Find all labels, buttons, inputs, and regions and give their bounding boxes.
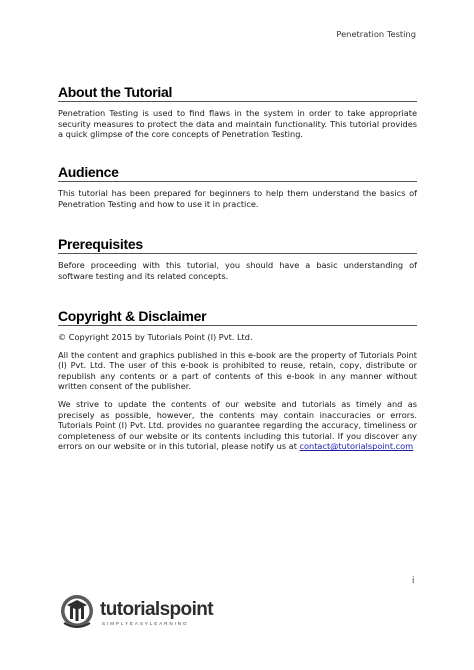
section-prerequisites: [58, 236, 417, 281]
paragraph: This tutorial has been prepared for beginners to help them understand the basics of Penetration Testing and how to use it in practice.: [58, 188, 417, 209]
paragraph: [58, 399, 417, 452]
tutorialspoint-logo-icon: [56, 592, 98, 630]
logo-text: tutorialspoint: [100, 599, 213, 620]
section-audience: [58, 164, 417, 209]
page-number: i: [412, 576, 415, 586]
section-about: [58, 84, 417, 140]
running-header: Penetration Testing: [336, 29, 416, 39]
section-heading: Prerequisites: [58, 236, 417, 254]
section-heading: About the Tutorial: [58, 84, 417, 102]
section-heading: Copyright & Disclaimer: [58, 308, 417, 326]
section-copyright: [58, 308, 417, 452]
copyright-line: © Copyright 2015 by Tutorials Point (I) Pvt. Ltd.: [58, 332, 253, 342]
paragraph-text: We strive to update the contents of our website and tutorials as timely and as precisely as possible, however, the contents may contain inaccuracies or errors. Tutorials Point (I) Pvt. Ltd. provides no guarantee regarding the accuracy, timeliness or completeness of our website or its contents including this tutorial. If you discover any errors on our website or in this tutorial, please notify us at: [58, 398, 417, 452]
logo-tagline: SIMPLYEASYLEARNING: [102, 621, 189, 626]
paragraph: Before proceeding with this tutorial, you should have a basic understanding of software testing and its related concepts.: [58, 260, 417, 281]
contact-email-link[interactable]: contact@tutorialspoint.com: [299, 441, 414, 452]
paragraph: All the content and graphics published in this e-book are the property of Tutorials Point (I) Pvt. Ltd. The user of this e-book is prohibited to reuse, retain, copy, distribute or republish any contents or a part of contents of this e-book in any manner without written consent of the publisher.: [58, 349, 417, 392]
section-heading: Audience: [58, 164, 417, 182]
paragraph: Penetration Testing is used to find flaws in the system in order to take appropriate security measures to protect the data and maintain functionality. This tutorial provides a quick glimpse of the core concepts of Penetration Testing.: [58, 108, 417, 140]
tutorialspoint-logo: [56, 592, 216, 630]
